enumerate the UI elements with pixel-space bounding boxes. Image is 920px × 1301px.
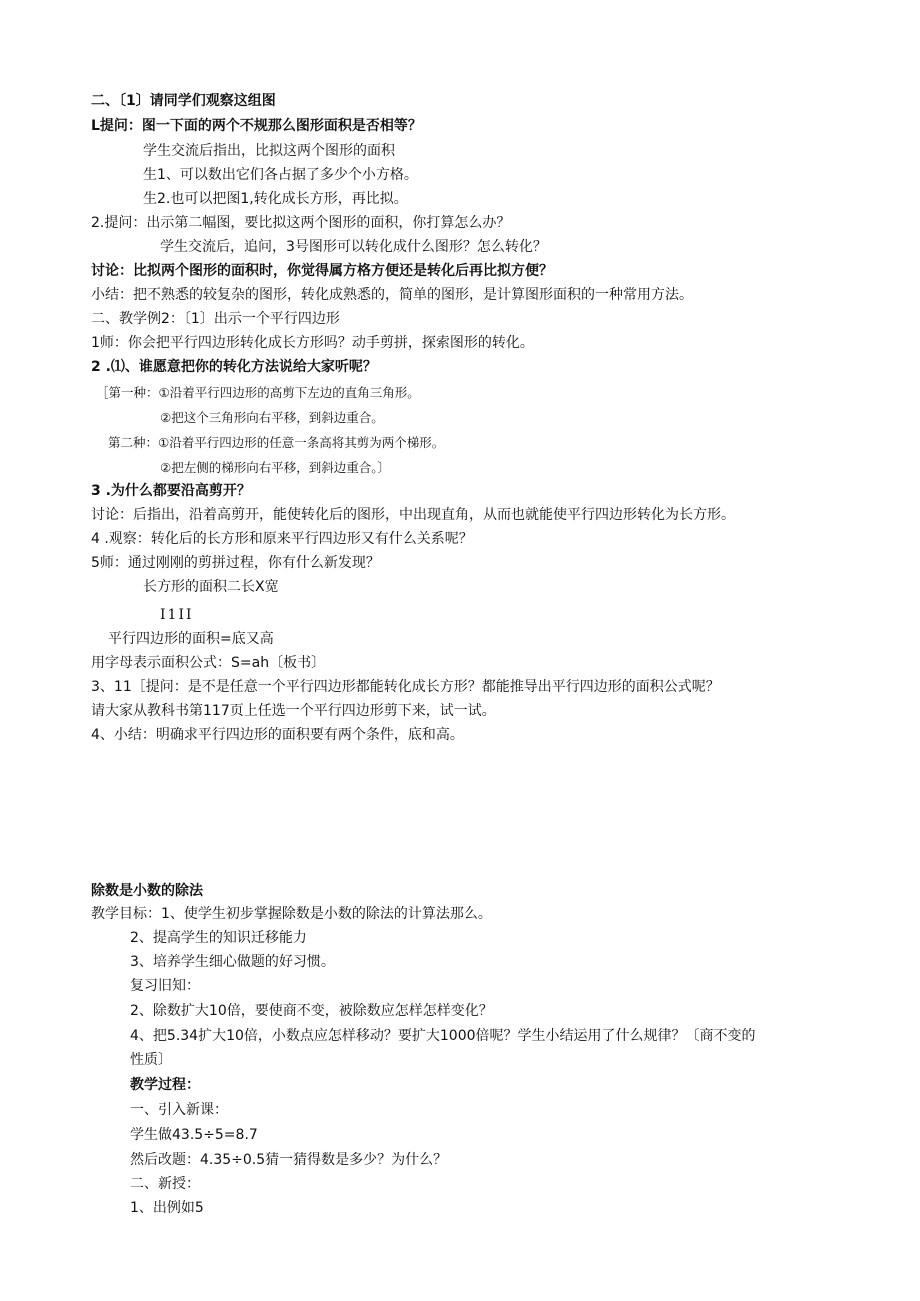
- summary-line: 小结：把不熟悉的较复杂的图形，转化成熟悉的，简单的图形，是计算图形面积的一种常用方法。: [91, 287, 693, 303]
- summary-line: 4、小结：明确求平行四边形的面积要有两个条件，底和高。: [91, 727, 464, 743]
- text-line: 一、引入新课：: [130, 1102, 228, 1118]
- discussion-line: 讨论：比拟两个图形的面积时，你觉得属方格方便还是转化后再比拟方便？: [91, 263, 553, 279]
- text-line: 2、除数扩大10倍，要使商不变，被除数应怎样怎样变化？: [130, 1003, 493, 1019]
- method-1-step-1: ［第一种：①沿着平行四边形的高剪下左边的直角三角形。: [96, 385, 420, 400]
- formula-rectangle: 长方形的面积二长X宽: [143, 579, 279, 595]
- observation-line: 4 .观察：转化后的长方形和原来平行四边形又有什么关系呢？: [91, 531, 473, 547]
- text-line: 1、出例如5: [130, 1200, 204, 1216]
- text-line: 然后改题：4.35÷0.5猜一猜得数是多少？为什么？: [130, 1152, 448, 1168]
- review-heading: 复习旧知：: [130, 978, 200, 994]
- text-line: 1师：你会把平行四边形转化成长方形吗？动手剪拼，探索图形的转化。: [91, 335, 534, 351]
- question-line: 3、11［提问：是不是任意一个平行四边形都能转化成长方形？都能推导出平行四边形的面积公式呢？: [91, 679, 720, 695]
- formula-marks: I1II: [160, 607, 194, 623]
- question-1: L提问：图一下面的两个不规那么图形面积是否相等？: [91, 118, 422, 134]
- discussion-line: 讨论：后指出，沿着高剪开，能使转化后的图形，中出现直角，从而也就能使平行四边形转化为长方形。: [91, 507, 735, 523]
- method-2-step-2: ②把左侧的梯形向右平移，到斜边重合。〕: [160, 460, 390, 475]
- formula-parallelogram: 平行四边形的面积=底又高: [108, 631, 274, 647]
- text-line: 3、培养学生细心做题的好习惯。: [130, 954, 335, 970]
- section-title: 除数是小数的除法: [91, 883, 203, 899]
- text-line: 性质〕: [130, 1052, 172, 1068]
- method-2-step-1: 第二种：①沿着平行四边形的任意一条高将其剪为两个梯形。: [108, 435, 445, 450]
- text-line: 生1、可以数出它们各占据了多少个小方格。: [143, 167, 418, 183]
- text-line: 二、新授：: [130, 1176, 200, 1192]
- text-line: 4、把5.34扩大10倍，小数点应怎样移动？要扩大1000倍呢？学生小结运用了什么规律？〔商不变的: [130, 1028, 756, 1044]
- teaching-goal-line: 教学目标：1、使学生初步掌握除数是小数的除法的计算法那么。: [91, 906, 492, 922]
- method-1-step-2: ②把这个三角形向右平移，到斜边重合。: [160, 410, 384, 425]
- text-line: 学生交流后，追问，3号图形可以转化成什么图形？怎么转化？: [160, 239, 547, 255]
- question-3: 3 .为什么都要沿高剪开？: [91, 483, 251, 499]
- question-2: 2.提问：出示第二幅图，要比拟这两个图形的面积，你打算怎么办？: [91, 215, 511, 231]
- formula-letters: 用字母表示面积公式：S=ah〔板书〕: [91, 655, 326, 671]
- process-heading: 教学过程：: [130, 1077, 200, 1093]
- text-line: 学生做43.5÷5=8.7: [130, 1127, 258, 1143]
- example-2-heading: 二、教学例2：〔1〕出示一个平行四边形: [91, 311, 340, 327]
- text-line: 生2.也可以把图1,转化成长方形，再比拟。: [143, 191, 408, 207]
- section-heading-observe: 二、〔1〕请同学们观察这组图: [91, 93, 276, 109]
- text-line: 2、提高学生的知识迁移能力: [130, 930, 307, 946]
- text-line: 学生交流后指出，比拟这两个图形的面积: [143, 143, 395, 159]
- text-line: 5师：通过刚刚的剪拼过程，你有什么新发现？: [91, 555, 380, 571]
- text-line: 请大家从教科书第117页上任选一个平行四边形剪下来，试一试。: [91, 703, 496, 719]
- text-line: 2 .⑴、谁愿意把你的转化方法说给大家听呢？: [91, 359, 377, 375]
